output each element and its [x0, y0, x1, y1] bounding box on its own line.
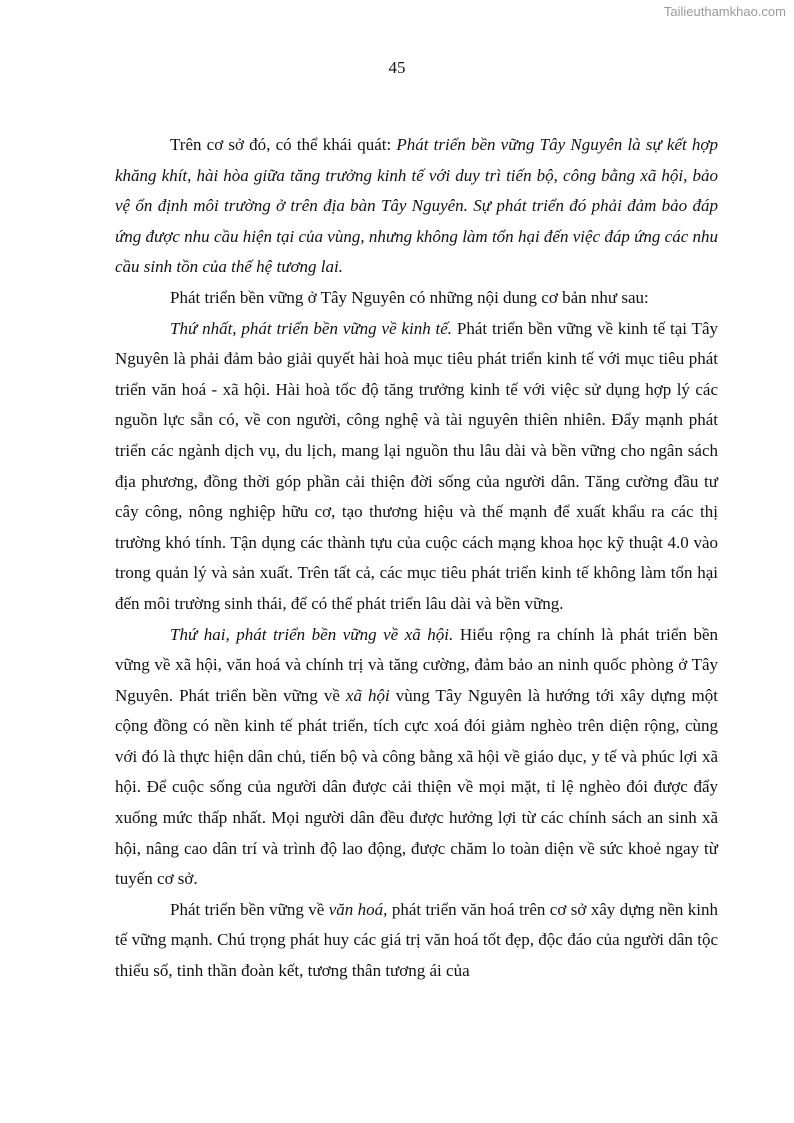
text-run-italic: Phát triển bền vững Tây Nguyên là sự kết hợp khăng khít, hài hòa giữa tăng trưởng kinh tế với duy trì tiến bộ, công bằng xã hội, bảo vệ ổn định môi trường ở trên địa bàn Tây Nguyên. Sự phát triển đó phải đảm bảo đáp ứng được nhu cầu hiện tại của vùng, nhưng không làm tổn hại đến việc đáp ứng các nhu cầu sinh tồn của thế hệ tương lai. [115, 135, 718, 277]
paragraph [115, 895, 718, 987]
text-run: Phát triển bền vững về [170, 899, 329, 919]
document-body [115, 130, 718, 987]
paragraph [115, 314, 718, 620]
paragraph [115, 283, 718, 314]
text-run: Phát triển bền vững ở Tây Nguyên có những nội dung cơ bản như sau: [170, 287, 649, 307]
text-run: Phát triển bền vững về kinh tế tại Tây Nguyên là phải đảm bảo giải quyết hài hoà mục tiêu phát triển kinh tế với mục tiêu phát triển văn hoá - xã hội. Hài hoà tốc độ tăng trưởng kinh tế với việc sử dụng hợp lý các nguồn lực sẵn có, về con người, công nghệ và tài nguyên thiên nhiên. Đẩy mạnh phát triển các ngành dịch vụ, du lịch, mang lại nguồn thu lâu dài và bền vững cho ngân sách địa phương, đồng thời góp phần cải thiện đời sống của người dân. Tăng cường đầu tư cây công, nông nghiệp hữu cơ, tạo thương hiệu và thế mạnh để xuất khẩu ra các thị trường khó tính. Tận dụng các thành tựu của cuộc cách mạng khoa học kỹ thuật 4.0 vào trong quản lý và sản xuất. Trên tất cả, các mục tiêu phát triển kinh tế không làm tổn hại đến môi trường sinh thái, để có thể phát triển lâu dài và bền vững. [115, 318, 718, 613]
text-run-italic: Thứ nhất, phát triển bền vững về kinh tế. [170, 318, 453, 338]
paragraph [115, 620, 718, 895]
text-run: Hiểu rộng ra chính là phát triển bền vững về xã hội, văn hoá và chính trị và tăng cường, đảm bảo an ninh quốc phòng ở Tây Nguyên. Phát triển bền vững về [115, 624, 718, 705]
text-run: Trên cơ sở đó, có thể khái quát: [170, 135, 397, 154]
text-run: phát triển văn hoá trên cơ sở xây dựng nền kinh tế vững mạnh. Chú trọng phát huy các giá trị văn hoá tốt đẹp, độc đáo của người dân tộc thiểu số, tinh thần đoàn kết, tương thân tương ái của [115, 899, 718, 981]
text-run-italic: Thứ hai, phát triển bền vững về xã hội. [170, 624, 454, 644]
watermark: Tailieuthamkhao.com [663, 4, 786, 19]
paragraph [115, 130, 718, 283]
page-number: 45 [388, 58, 406, 77]
text-run: vùng Tây Nguyên là hướng tới xây dựng một cộng đồng có nền kinh tế phát triển, tích cực xoá đói giảm nghèo trên diện rộng, cùng với đó là thực hiện dân chủ, tiến bộ và công bằng xã hội về giáo dục, y tế và phúc lợi xã hội. Để cuộc sống của người dân được cải thiện về mọi mặt, tỉ lệ nghèo đói được đẩy xuống mức thấp nhất. Mọi người dân đều được hưởng lợi từ các chính sách an sinh xã hội, nâng cao dân trí và trình độ lao động, được chăm lo toàn diện về sức khoẻ ngay từ tuyến cơ sở. [115, 685, 718, 889]
text-run-italic: văn hoá, [328, 899, 388, 919]
text-run-italic: xã hội [345, 685, 390, 705]
